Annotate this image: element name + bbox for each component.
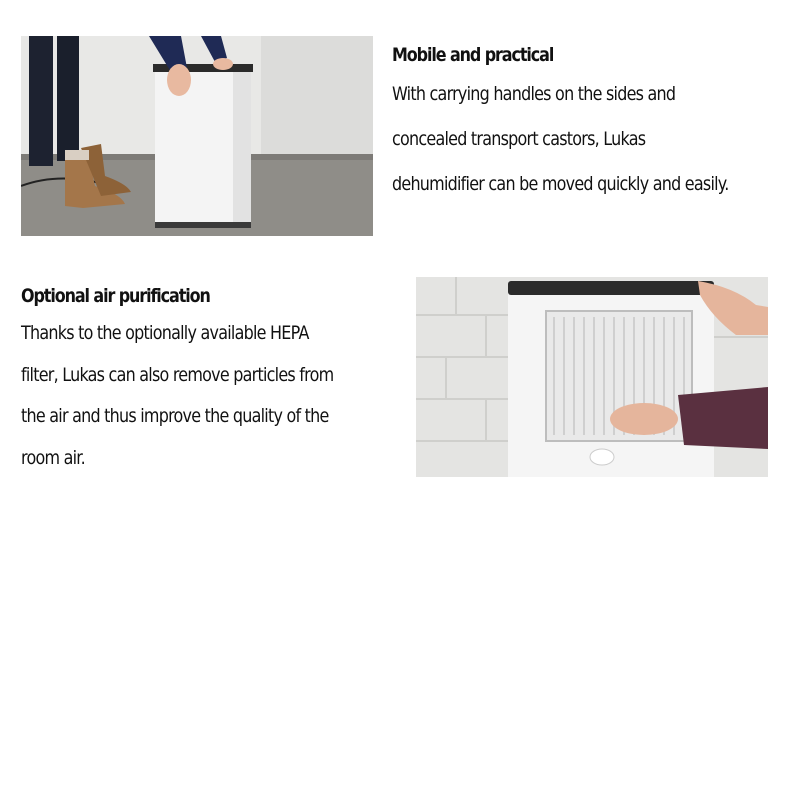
feature-air-purification-heading: Optional air purification xyxy=(21,285,210,307)
description-line: dehumidifier can be moved quickly and easily. xyxy=(392,173,729,195)
description-line: With carrying handles on the sides and xyxy=(392,83,676,105)
hepa-filter-photo xyxy=(416,277,768,477)
feature-air-purification xyxy=(21,279,411,479)
dehumidifier-carrying-photo xyxy=(21,36,373,236)
dehumidifier-carrying-illustration xyxy=(21,36,373,236)
description-line: room air. xyxy=(21,446,85,469)
feature-mobility-heading: Mobile and practical xyxy=(392,44,554,66)
feature-mobility-description xyxy=(392,72,792,207)
description-line: the air and thus improve the quality of the xyxy=(21,405,329,427)
description-line: filter, Lukas can also remove particles from xyxy=(21,363,334,386)
description-line: concealed transport castors, Lukas xyxy=(392,128,646,150)
hepa-filter-illustration xyxy=(416,277,768,477)
feature-mobility xyxy=(392,38,792,207)
feature-air-purification-description xyxy=(21,313,411,479)
description-line: Thanks to the optionally available HEPA xyxy=(21,322,309,344)
